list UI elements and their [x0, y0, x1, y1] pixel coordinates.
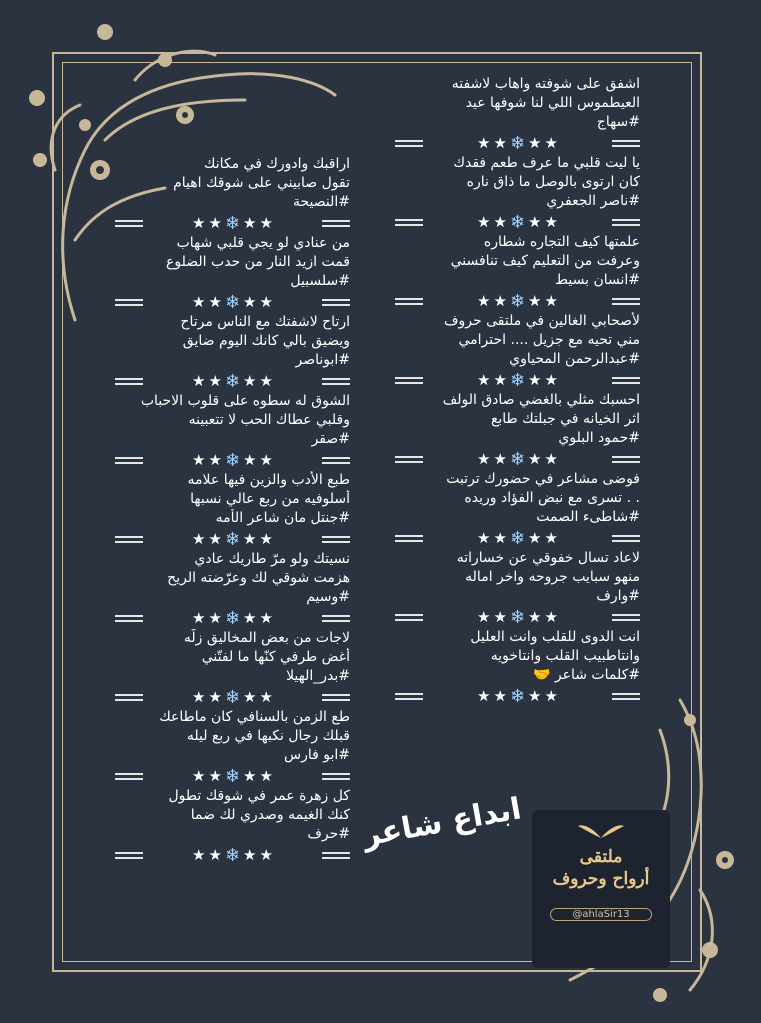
poem-line: قبلك رجال نكبها في ربع ليله: [186, 728, 350, 744]
poem-separator: [115, 212, 350, 234]
poem-signature: #عبدالرحمن المحياوي: [509, 351, 640, 367]
star-icon: ★: [259, 213, 273, 232]
poem-separator: [115, 370, 350, 392]
snowflake-icon: ❄: [224, 607, 241, 629]
poem-separator: [115, 449, 350, 471]
star-icon: ★: [477, 686, 491, 705]
star-icon: ★: [208, 845, 222, 864]
star-icon: ★: [208, 292, 222, 311]
separator-dash: [612, 140, 640, 147]
poem-separator: [395, 606, 640, 628]
separator-dash: [395, 693, 423, 700]
star-icon: ★: [259, 529, 273, 548]
star-icon: ★: [493, 370, 507, 389]
poem-separator: [395, 448, 640, 470]
poem-separator: [395, 369, 640, 391]
poem-line: لأصحابي الغالين في ملتقى حروف: [444, 313, 640, 329]
poem-signature: #النصيحة: [292, 194, 350, 210]
forum-logo-stamp: [532, 810, 670, 968]
poem-separator: [115, 844, 350, 866]
separator-dash: [115, 852, 143, 859]
separator-stars: [192, 609, 273, 628]
poem-line: من عنادي لو يجي قلبي شهاب: [176, 235, 350, 251]
poem-line: ويضيق بالي كانك اليوم ضايق: [182, 333, 350, 349]
star-icon: ★: [192, 845, 206, 864]
separator-dash: [322, 299, 350, 306]
poem-signature: #انسان بسيط: [555, 272, 640, 288]
snowflake-icon: ❄: [509, 685, 526, 707]
separator-dash: [395, 140, 423, 147]
separator-dash: [612, 614, 640, 621]
star-icon: ★: [192, 292, 206, 311]
separator-dash: [395, 377, 423, 384]
star-icon: ★: [544, 607, 558, 626]
star-icon: ★: [544, 686, 558, 705]
poem-signature: #صقر: [311, 431, 350, 447]
stamp-handle: @ahlaSir13: [550, 908, 652, 921]
separator-dash: [115, 536, 143, 543]
separator-dash: [115, 457, 143, 464]
poem-line: وقلبي عطاك الحب لا تتعبينه: [188, 412, 350, 428]
star-icon: ★: [259, 371, 273, 390]
star-icon: ★: [528, 370, 542, 389]
separator-dash: [395, 535, 423, 542]
separator-dash: [395, 456, 423, 463]
star-icon: ★: [192, 371, 206, 390]
poem-separator: [395, 211, 640, 233]
separator-dash: [322, 773, 350, 780]
separator-dash: [115, 615, 143, 622]
star-icon: ★: [192, 766, 206, 785]
star-icon: ★: [243, 213, 257, 232]
poem-column-right: [395, 75, 640, 707]
separator-stars: [192, 372, 273, 391]
separator-dash: [612, 219, 640, 226]
star-icon: ★: [544, 449, 558, 468]
separator-stars: [192, 530, 273, 549]
separator-stars: [477, 529, 558, 548]
star-icon: ★: [243, 766, 257, 785]
poem-column-left: [115, 155, 350, 866]
separator-stars: [477, 292, 558, 311]
star-icon: ★: [243, 371, 257, 390]
star-icon: ★: [544, 528, 558, 547]
poem-line: اراقبك وادورك في مكانك: [203, 156, 350, 172]
star-icon: ★: [493, 133, 507, 152]
star-icon: ★: [528, 133, 542, 152]
star-icon: ★: [493, 607, 507, 626]
poem-signature: #سلسبيل: [290, 273, 350, 289]
separator-dash: [115, 694, 143, 701]
star-icon: ★: [544, 212, 558, 231]
separator-stars: [477, 134, 558, 153]
separator-dash: [115, 378, 143, 385]
snowflake-icon: ❄: [509, 211, 526, 233]
poem-signature: #شاطىء الصمت: [536, 509, 640, 525]
stamp-title: [532, 846, 670, 890]
star-icon: ★: [544, 291, 558, 310]
separator-dash: [322, 457, 350, 464]
snowflake-icon: ❄: [224, 291, 241, 313]
artist-label: ابداع شاعر: [360, 791, 524, 854]
star-icon: ★: [493, 291, 507, 310]
star-icon: ★: [243, 687, 257, 706]
poem-separator: [115, 607, 350, 629]
snowflake-icon: ❄: [224, 765, 241, 787]
poem-separator: [395, 132, 640, 154]
poem-separator: [115, 528, 350, 550]
star-icon: ★: [493, 528, 507, 547]
poem-signature: #بدر_الهيلا: [286, 668, 350, 684]
star-icon: ★: [477, 370, 491, 389]
poem-line: اشفق على شوفته واهاب لاشفته: [451, 76, 640, 92]
snowflake-icon: ❄: [224, 370, 241, 392]
star-icon: ★: [259, 766, 273, 785]
separator-stars: [192, 688, 273, 707]
snowflake-icon: ❄: [509, 527, 526, 549]
star-icon: ★: [208, 371, 222, 390]
poem-line: مني تحيه مع جزيل .... احترامي: [458, 332, 640, 348]
poem-line: كان ارتوى بالوصل ما ذاق ناره: [466, 174, 640, 190]
snowflake-icon: ❄: [509, 369, 526, 391]
separator-stars: [192, 767, 273, 786]
separator-dash: [322, 378, 350, 385]
wings-icon: [576, 820, 626, 842]
poem-separator: [115, 765, 350, 787]
star-icon: ★: [544, 370, 558, 389]
separator-dash: [322, 536, 350, 543]
poem-line: نسيتك ولو مرّ طاريك عادي: [194, 551, 350, 567]
star-icon: ★: [243, 529, 257, 548]
star-icon: ★: [208, 450, 222, 469]
star-icon: ★: [259, 608, 273, 627]
star-icon: ★: [493, 686, 507, 705]
separator-dash: [322, 220, 350, 227]
separator-dash: [115, 773, 143, 780]
separator-dash: [612, 456, 640, 463]
star-icon: ★: [477, 607, 491, 626]
star-icon: ★: [259, 845, 273, 864]
poem-separator: [395, 685, 640, 707]
star-icon: ★: [208, 213, 222, 232]
poem-signature: #ابو فارس: [283, 747, 350, 763]
star-icon: ★: [493, 212, 507, 231]
poem-line: الشوق له سطوه على قلوب الاحباب: [140, 393, 350, 409]
poem-line: ارتاح لاشفتك مع الناس مرتاح: [180, 314, 350, 330]
star-icon: ★: [208, 766, 222, 785]
poem-line: . . تسرى مع نبض الفؤاد وريده: [464, 490, 640, 506]
separator-stars: [477, 608, 558, 627]
poem-signature: #جنتل مان شاعر الأمه: [215, 510, 350, 526]
separator-dash: [612, 693, 640, 700]
poem-line: كنك الغيمه وصدري لك ضما: [190, 807, 350, 823]
poem-line: وعرفت من التعليم كيف تنافسني: [450, 253, 640, 269]
separator-dash: [322, 615, 350, 622]
star-icon: ★: [192, 450, 206, 469]
star-icon: ★: [477, 291, 491, 310]
separator-dash: [395, 219, 423, 226]
separator-dash: [115, 220, 143, 227]
poem-line: وانتاطبيب القلب وانتاخويه: [490, 648, 640, 664]
poem-line: انت الدوى للقلب وانت العليل: [470, 629, 640, 645]
star-icon: ★: [544, 133, 558, 152]
star-icon: ★: [192, 529, 206, 548]
separator-stars: [192, 293, 273, 312]
separator-dash: [612, 377, 640, 384]
poem-signature: #كلمات شاعر 🤝: [533, 667, 640, 683]
poem-line: احسبك مثلي بالغضي صادق الولف: [442, 392, 640, 408]
snowflake-icon: ❄: [509, 606, 526, 628]
poem-line: كل زهرة عمر في شوقك تطول: [168, 788, 350, 804]
star-icon: ★: [259, 687, 273, 706]
star-icon: ★: [208, 529, 222, 548]
separator-stars: [477, 687, 558, 706]
snowflake-icon: ❄: [224, 212, 241, 234]
separator-stars: [192, 846, 273, 865]
star-icon: ★: [528, 291, 542, 310]
star-icon: ★: [208, 608, 222, 627]
poem-separator: [115, 686, 350, 708]
poem-line: اثر الخيانه في جبلتك طابع: [490, 411, 640, 427]
poem-line: طبع الأدب والزين فيها علامه: [187, 472, 350, 488]
poem-line: لاجات من بعض المخاليق زلّه: [183, 630, 350, 646]
poem-separator: [115, 291, 350, 313]
poem-line: لاعاد تسال خفوقي عن خساراته: [456, 550, 640, 566]
poem-line: تقول صابيني على شوقك اهيام: [173, 175, 350, 191]
star-icon: ★: [528, 686, 542, 705]
poem-line: يا ليت قلبي ما عرف طعم فقدك: [453, 155, 640, 171]
snowflake-icon: ❄: [509, 132, 526, 154]
star-icon: ★: [477, 449, 491, 468]
star-icon: ★: [528, 528, 542, 547]
separator-dash: [395, 614, 423, 621]
snowflake-icon: ❄: [509, 448, 526, 470]
star-icon: ★: [243, 292, 257, 311]
stamp-line-1: ملتقى: [579, 847, 623, 867]
poem-line: أسلوفيه من ربع عالي نسبها: [190, 491, 350, 507]
separator-stars: [477, 371, 558, 390]
star-icon: ★: [528, 449, 542, 468]
snowflake-icon: ❄: [509, 290, 526, 312]
snowflake-icon: ❄: [224, 449, 241, 471]
star-icon: ★: [243, 608, 257, 627]
star-icon: ★: [243, 450, 257, 469]
separator-stars: [192, 451, 273, 470]
poem-line: علمتها كيف التجاره شطاره: [483, 234, 640, 250]
star-icon: ★: [259, 292, 273, 311]
star-icon: ★: [259, 450, 273, 469]
poem-separator: [395, 527, 640, 549]
star-icon: ★: [477, 133, 491, 152]
poem-line: أغض طرفي كنّها ما لفتّني: [201, 649, 350, 665]
star-icon: ★: [528, 212, 542, 231]
separator-dash: [612, 535, 640, 542]
poem-signature: #وسيم: [306, 589, 350, 605]
star-icon: ★: [208, 687, 222, 706]
star-icon: ★: [528, 607, 542, 626]
poem-signature: #ناصر الجعفري: [546, 193, 640, 209]
star-icon: ★: [243, 845, 257, 864]
separator-stars: [192, 214, 273, 233]
star-icon: ★: [477, 212, 491, 231]
poem-signature: #سهاج: [596, 114, 640, 130]
poem-line: هزمت شوقي لك وعرّضته الريح: [167, 570, 350, 586]
poem-line: طع الزمن بالسنافي كان ماطاعك: [159, 709, 350, 725]
separator-stars: [477, 450, 558, 469]
poem-signature: #وارف: [596, 588, 640, 604]
separator-dash: [612, 298, 640, 305]
poem-separator: [395, 290, 640, 312]
star-icon: ★: [192, 213, 206, 232]
star-icon: ★: [493, 449, 507, 468]
stamp-line-2: أرواح وحروف: [552, 869, 650, 889]
separator-dash: [115, 299, 143, 306]
star-icon: ★: [192, 687, 206, 706]
poem-line: فوضى مشاعر في حضورك ترتبت: [446, 471, 640, 487]
snowflake-icon: ❄: [224, 686, 241, 708]
poem-line: قمت ازيد النار من حدب الضلوع: [166, 254, 350, 270]
snowflake-icon: ❄: [224, 844, 241, 866]
separator-dash: [322, 694, 350, 701]
poem-signature: #حرف: [307, 826, 350, 842]
separator-stars: [477, 213, 558, 232]
snowflake-icon: ❄: [224, 528, 241, 550]
poem-signature: #ابوناصر: [295, 352, 350, 368]
poem-line: منهو سبايب جروحه واخر اماله: [465, 569, 640, 585]
star-icon: ★: [477, 528, 491, 547]
separator-dash: [395, 298, 423, 305]
poem-line: العيطموس اللي لنا شوفها عيد: [465, 95, 640, 111]
star-icon: ★: [192, 608, 206, 627]
separator-dash: [322, 852, 350, 859]
poem-signature: #حمود البلوي: [558, 430, 640, 446]
